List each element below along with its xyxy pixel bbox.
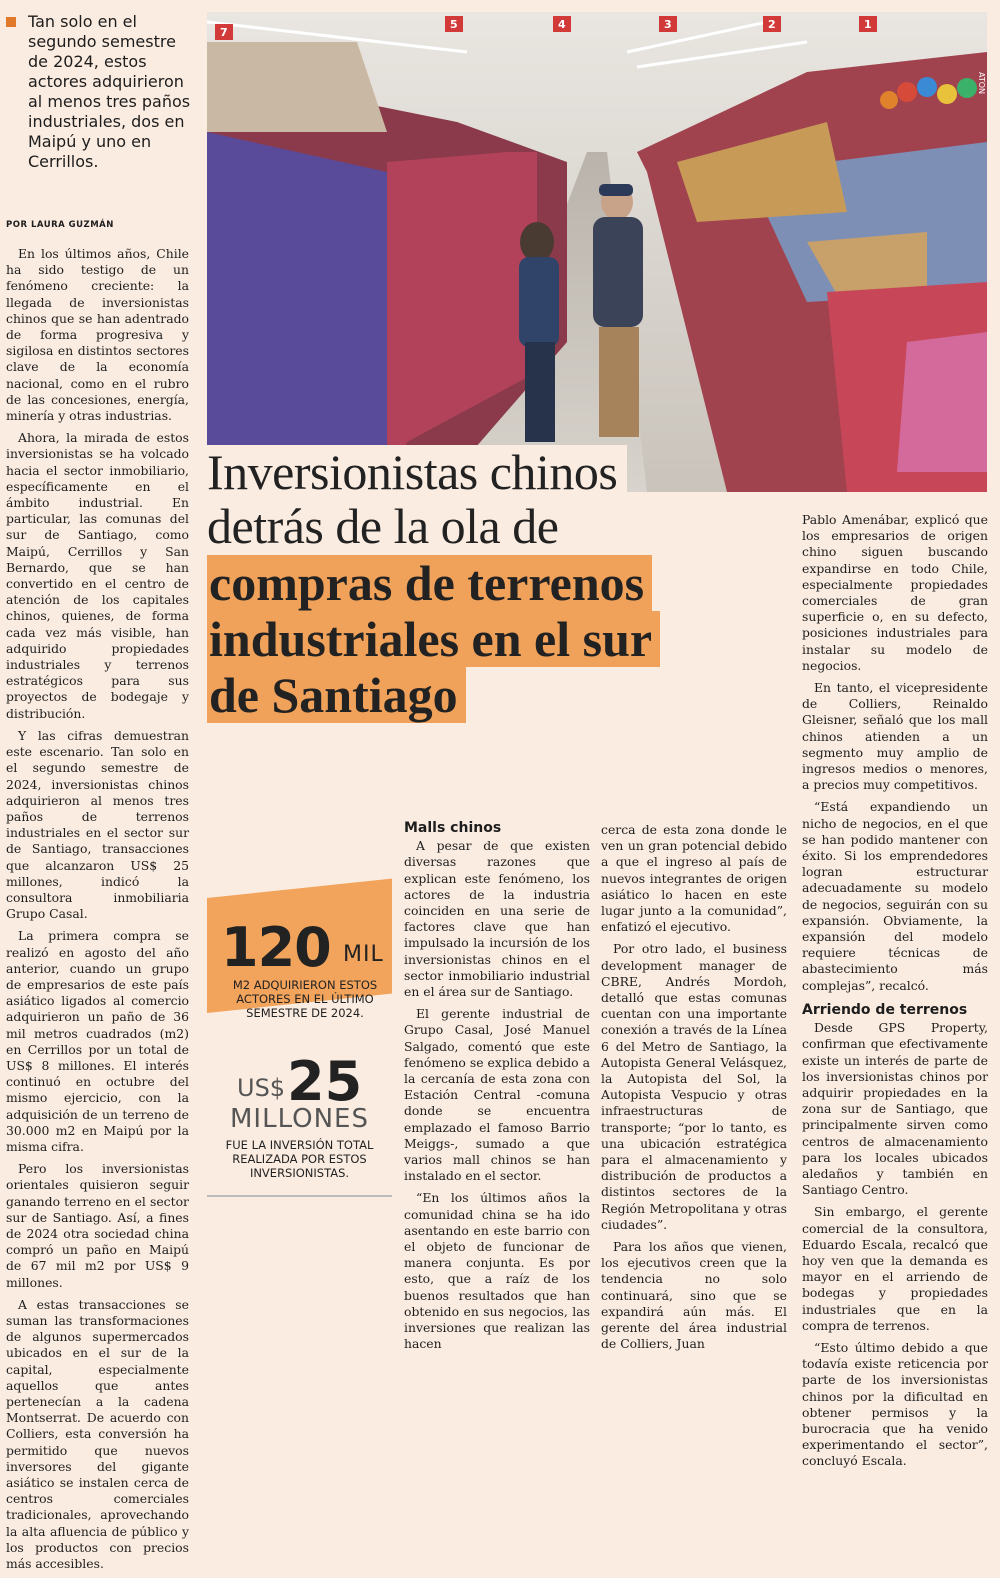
stat-investment-total <box>207 1050 392 1198</box>
stat-caption: FUE LA INVERSIÓN TOTAL REALIZADA POR ESTOS INVERSIONISTAS. <box>225 1138 374 1180</box>
stat-area-acquired <box>207 898 392 1018</box>
paragraph: En los últimos años, Chile ha sido testigo de un fenómeno creciente: la llegada de inversionistas chinos que se han adentrado de forma progresiva y sigilosa en distintos sectores clave de la economía nacional, como en el rubro de las concesiones, energía, minería y otras industrias. <box>6 246 189 424</box>
paragraph: A estas transacciones se suman las transformaciones de algunos supermercados ubicados en el sur de la capital, especialmente aquellos que antes pertenecían a la cadena Montserrat. De acuerdo con Colliers, esta conversión ha permitido que nuevos inversores del gigante asiático se instalen cerca de centros comerciales tradicionales, aprovechando la alta afluencia de público y los productos con precios más accesibles. <box>6 1296 189 1572</box>
article-column-1 <box>6 246 189 1578</box>
headline-line-3: compras de terrenos <box>207 555 652 611</box>
paragraph: “Está expandiendo un nicho de negocios, en el que se han podido mantener con éxito. Si los emprendedores logran estructurar adecuadamente su modelo de negocios, seguirán con su expansión. Obviamente, la expansión del modelo requiere técnicas de abastecimiento más complejas”, recalcó. <box>802 799 988 993</box>
paragraph: Por otro lado, el business development manager de CBRE, Andrés Mordoh, detalló que estas comunas cuentan con una importante conexión a través de la Línea 6 del Metro de Santiago, la Autopista General Velásquez, la Autopista del Sol, la Autopista Vespucio y otras infraestructuras de transporte; “por lo tanto, es una ubicación estratégica para el almacenamiento y distribución de productos a distintos sectores de la Región Metropolitana y otras ciudades”. <box>601 941 787 1232</box>
article-column-4 <box>601 822 787 1359</box>
paragraph: Para los años que vienen, los ejecutivos creen que la tendencia no solo continuará, sino que se expandirá aún más. El gerente del área industrial de Colliers, Juan <box>601 1239 787 1352</box>
headline-line-2: detrás de la ola de <box>207 498 559 554</box>
stat-unit: MILLONES <box>230 1104 369 1134</box>
article-column-5 <box>802 512 988 1476</box>
divider <box>207 1195 392 1197</box>
headline-line-4: industriales en el sur <box>207 611 660 667</box>
aisle-number: 1 <box>864 18 872 31</box>
aisle-number: 2 <box>768 18 776 31</box>
stat-number: 25 <box>287 1050 363 1113</box>
subheading-arriendo-de-terrenos: Arriendo de terrenos <box>802 1001 968 1018</box>
paragraph: En tanto, el vicepresidente de Colliers, Reinaldo Gleisner, señaló que los mall chinos atienden a un segmento muy amplio de ingresos medios o menores, a precios muy competitivos. <box>802 680 988 793</box>
aisle-number: 3 <box>664 18 672 31</box>
aisle-number: 4 <box>558 18 566 31</box>
paragraph: La primera compra se realizó en agosto del año anterior, cuando un grupo de empresarios de este país asiático ligados al comercio adquirieron un paño de 36 mil metros cuadrados (m2) en Cerrillos por un total de US$ 8 millones. El interés continuó en octubre del mismo ejercicio, con la adquisición de un terreno de 30.000 m2 en Maipú por la misma cifra. <box>6 928 189 1154</box>
paragraph: Y las cifras demuestran este escenario. Tan solo en el segundo semestre de 2024, inversionistas chinos adquirieron al menos tres paños de terrenos industriales en el sector sur de Santiago, transacciones que alcanzaron US$ 25 millones, indicó la consultora inmobiliaria Grupo Casal. <box>6 727 189 922</box>
paragraph: Ahora, la mirada de estos inversionistas se ha volcado hacia el sector inmobiliario, específicamente en el ámbito industrial. En particular, las comunas del sur de Santiago, como Maipú, Cerrillos y San Bernardo, que se han convertido en el centro de atención de los capitales chinos, quienes, de forma cada vez más visible, han adquirido propiedades industriales y terrenos estratégicos para sus proyectos de bodegaje y distribución. <box>6 430 189 721</box>
paragraph: Pero los inversionistas orientales quisieron seguir ganando terreno en el sector sur de Santiago. Así, a fines de 2024 otra sociedad china compró un paño en Maipú de 67 mil m2 por US$ 9 millones. <box>6 1161 189 1290</box>
stat-currency: US$ <box>237 1074 286 1102</box>
lead-bullet <box>6 12 196 172</box>
headline-line-5: de Santiago <box>207 667 466 723</box>
photo-credit: ATON <box>977 72 986 95</box>
aisle-number: 5 <box>450 18 458 31</box>
subheading-malls-chinos: Malls chinos <box>404 820 502 836</box>
paragraph: A pesar de que existen diversas razones que explican este fenómeno, los actores de la industria coinciden en una serie de factores clave que han impulsado la incursión de los inversionistas chinos en el sector inmobiliario industrial en el área sur de Santiago. <box>404 838 590 1000</box>
bullet-square-icon <box>6 17 16 27</box>
paragraph: Pablo Amenábar, explicó que los empresarios de origen chino siguen buscando expandirse en todo Chile, especialmente propiedades comerciales de gran superficie o, en su defecto, posiciones industriales para instalar su modelo de negocios. <box>802 512 988 673</box>
article-column-3 <box>404 820 590 1359</box>
stat-unit: MIL <box>343 942 384 967</box>
lead-bullet-text: Tan solo en el segundo semestre de 2024, estos actores adquirieron al menos tres paños industriales, dos en Maipú y uno en Cerrillos. <box>28 12 191 171</box>
paragraph: El gerente industrial de Grupo Casal, José Manuel Salgado, comentó que este fenómeno se explica debido a la cercanía de esta zona con Estación Central -comuna donde se encuentra emplazado el famoso Barrio Meiggs-, sumado a que varios mall chinos se han instalado en el sector. <box>404 1006 590 1184</box>
paragraph: Sin embargo, el gerente comercial de la consultora, Eduardo Escala, recalcó que hoy ven que la demanda es mayor en el arriendo de bodegas y propiedades industriales que en la compra de terrenos. <box>802 1204 988 1333</box>
byline: POR LAURA GUZMÁN <box>6 220 114 230</box>
paragraph: cerca de esta zona donde le ven un gran potencial debido a que el ingreso al país de nuevos integrantes de origen asiático lo hacen en este lugar junto a la comunidad”, enfatizó el ejecutivo. <box>601 822 787 935</box>
stat-caption: M2 ADQUIRIERON ESTOS ACTORES EN EL ÚLTIMO SEMESTRE DE 2024. <box>232 978 378 1020</box>
headline-line-1: Inversionistas chinos <box>207 445 627 499</box>
paragraph: “En los últimos años la comunidad china se ha ido asentando en este barrio con el objeto de funcionar de manera conjunta. Es por esto, que a raíz de los buenos resultados que han obtenido en sus negocios, las inversiones que realizan las hacen <box>404 1190 590 1352</box>
headline <box>207 445 767 723</box>
aisle-number: 7 <box>220 26 228 39</box>
stat-number: 120 <box>221 916 331 979</box>
store-photo <box>207 12 987 492</box>
paragraph: “Esto último debido a que todavía existe reticencia por parte de los inversionistas chinos por la dificultad en obtener permisos y la burocracia que ha venido experimentando el sector”, concluyó Escala. <box>802 1339 988 1469</box>
paragraph: Desde GPS Property, confirman que efectivamente existe un interés de parte de los inversionistas chinos por adquirir propiedades en la zona sur de Santiago, que principalmente sirven como centros de almacenamiento para los locales ubicados aledaños y también en Santiago Centro. <box>802 1020 988 1198</box>
